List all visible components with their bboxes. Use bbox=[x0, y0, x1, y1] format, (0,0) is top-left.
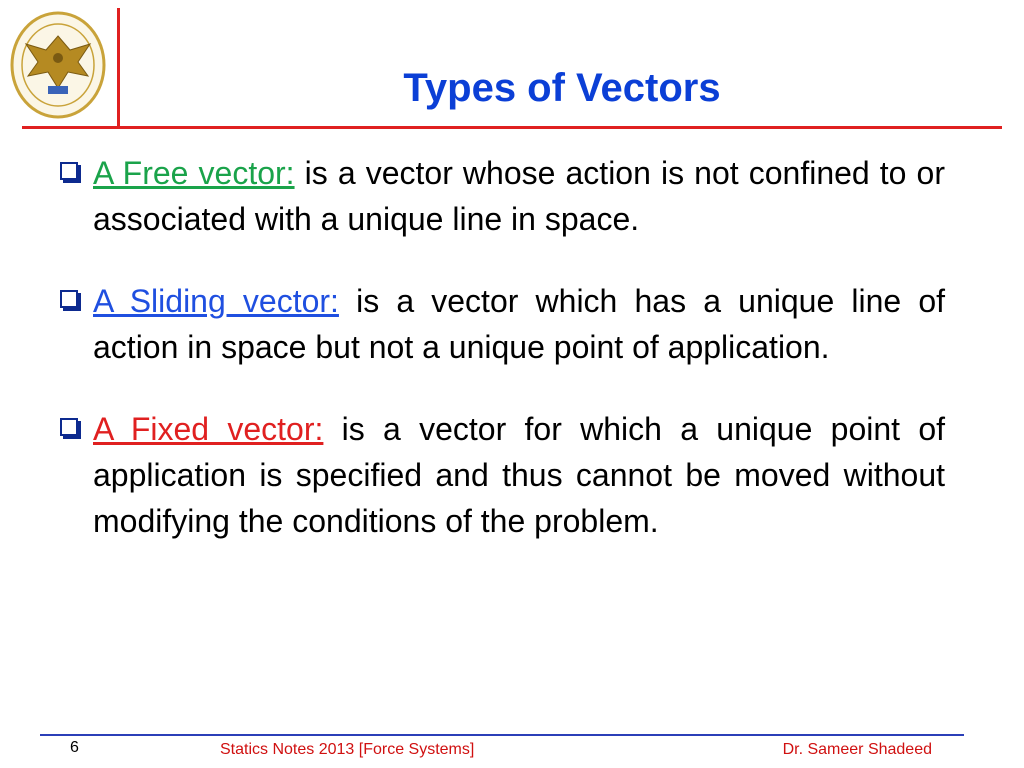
bullet-text bbox=[93, 406, 945, 544]
checkbox-bullet-icon bbox=[60, 290, 78, 308]
checkbox-bullet-icon bbox=[60, 418, 78, 436]
university-seal-logo bbox=[8, 10, 108, 120]
definition-fixed-vector: is a vector for which a unique point of application is specified and thus cannot be moved without modifying the conditions of the problem. bbox=[93, 411, 946, 539]
bullet-list bbox=[60, 150, 945, 580]
slide-title: Types of Vectors bbox=[403, 66, 721, 110]
term-free-vector: A Free vector: bbox=[93, 155, 295, 191]
header-horizontal-divider bbox=[22, 126, 1002, 129]
checkbox-bullet-icon bbox=[60, 162, 78, 180]
footer-divider bbox=[40, 734, 964, 736]
bullet-text bbox=[93, 278, 945, 370]
footer-course-title: Statics Notes 2013 [Force Systems] bbox=[220, 741, 475, 758]
definition-free-vector: is a vector whose action is not confined to or associated with a unique line in space. bbox=[93, 155, 945, 237]
page-number: 6 bbox=[70, 739, 79, 756]
term-fixed-vector: A Fixed vector: bbox=[93, 411, 324, 447]
bullet-sliding-vector bbox=[60, 278, 945, 370]
term-sliding-vector: A Sliding vector: bbox=[93, 283, 339, 319]
bullet-fixed-vector bbox=[60, 406, 945, 544]
definition-sliding-vector: is a vector which has a unique line of action in space but not a unique point of application. bbox=[93, 283, 946, 365]
bullet-text bbox=[93, 150, 945, 242]
bullet-free-vector bbox=[60, 150, 945, 242]
footer-author: Dr. Sameer Shadeed bbox=[782, 741, 932, 758]
